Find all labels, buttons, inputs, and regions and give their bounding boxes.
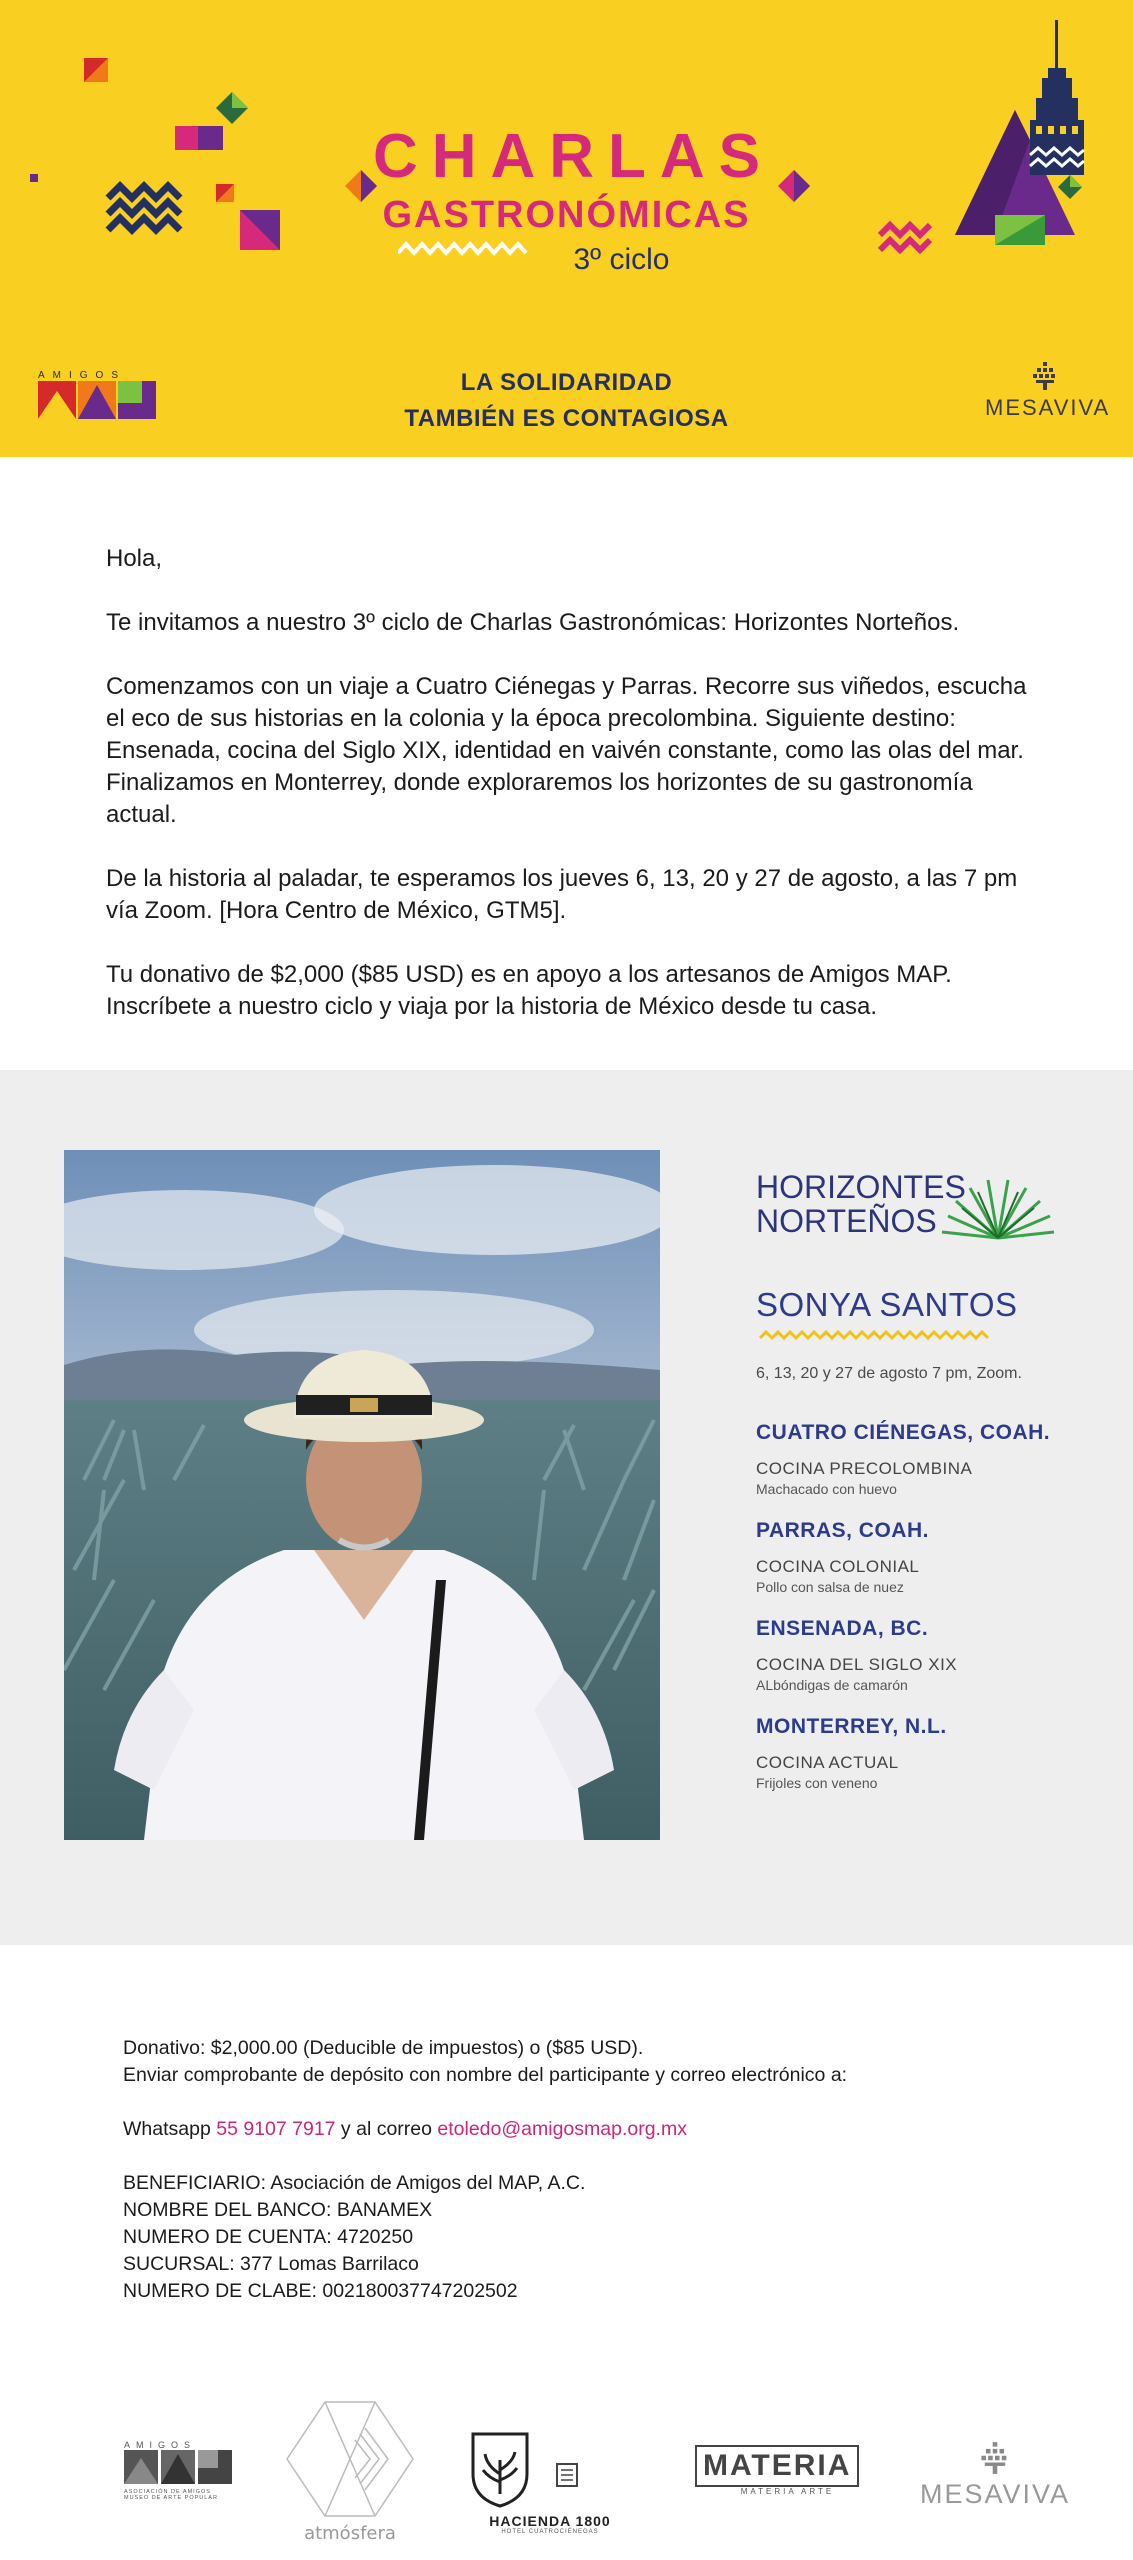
intro-paragraph-4: Tu donativo de $2,000 ($85 USD) es en apoyo a los artesanos de Amigos MAP. Inscríbete a nuestro ciclo y viaja por la historia de México desde tu casa. (106, 961, 952, 1020)
speaker-name: SONYA SANTOS (756, 1286, 1018, 1323)
tagline-line-1: LA SOLIDARIDAD (460, 369, 673, 396)
mesaviva-wordmark: MESAVIVA (985, 395, 1111, 420)
map-letters-grey-icon (124, 2450, 234, 2484)
sponsor-logos (0, 2390, 1133, 2544)
atmosfera-wordmark: atmósfera (304, 2523, 396, 2544)
email-label: y al correo (335, 2118, 438, 2140)
zigzag-divider (398, 238, 528, 258)
bank-clabe: NUMERO DE CLABE: 002180037747202502 (123, 2280, 518, 2302)
atmosfera-logo (285, 2400, 415, 2544)
title-charlas: CHARLAS (372, 122, 775, 191)
intro-paragraph-1: Te invitamos a nuestro 3º ciclo de Charlas Gastronómicas: Horizontes Norteños. (106, 609, 960, 636)
tagline-line-2: TAMBIÉN ES CONTAGIOSA (404, 405, 729, 432)
series-title-line-1: HORIZONTES (756, 1169, 966, 1205)
footer-map-sub-2: MUSEO DE ARTE POPULAR (124, 2495, 218, 2501)
destination-title: ENSENADA, BC. (756, 1617, 929, 1640)
dish-name: ALbóndigas de camarón (756, 1677, 908, 1693)
agave-icon (938, 1176, 1058, 1246)
mesaviva-emblem-icon (1030, 362, 1060, 390)
header-banner (0, 0, 1133, 457)
donation-amount: Donativo: $2,000.00 (Deducible de impuestos) o ($85 USD). (123, 2037, 644, 2059)
cuisine-type: COCINA PRECOLOMBINA (756, 1459, 973, 1478)
destination-title: MONTERREY, N.L. (756, 1715, 947, 1738)
cuisine-type: COCINA COLONIAL (756, 1557, 920, 1576)
materia-arte-logo (695, 2445, 880, 2496)
intro-letter (106, 543, 1046, 1055)
atmosfera-hexagon-icon (285, 2400, 415, 2518)
list-item (756, 1715, 1076, 1791)
speaker-section (0, 1070, 1133, 1945)
hacienda-1800-logo (465, 2430, 635, 2535)
mesaviva-logo (985, 362, 1111, 421)
materia-wordmark: MATERIA (695, 2445, 859, 2487)
contact-line (123, 2116, 1023, 2143)
event-info (756, 1170, 1076, 1813)
hacienda-wordmark: HACIENDA 1800 (489, 2513, 611, 2529)
destinations-list (756, 1421, 1076, 1791)
dish-name: Pollo con salsa de nuez (756, 1579, 904, 1595)
monument-decoration-right (870, 20, 1120, 270)
amigos-map-footer-logo (124, 2440, 236, 2501)
title-gastronomicas: GASTRONÓMICAS (382, 194, 751, 236)
donation-info (123, 2035, 1023, 2305)
cuisine-type: COCINA ACTUAL (756, 1753, 899, 1772)
bank-branch: SUCURSAL: 377 Lomas Barrilaco (123, 2253, 419, 2275)
list-item (756, 1519, 1076, 1595)
intro-paragraph-3: De la historia al paladar, te esperamos los jueves 6, 13, 20 y 27 de agosto, a las 7 pm vía Zoom. [Hora Centro de México, GTM5]. (106, 865, 1018, 924)
intro-paragraph-2: Comenzamos con un viaje a Cuatro Ciénegas y Parras. Recorre sus viñedos, escucha el eco de sus historias en la colonia y la época precolombina. Siguiente destino: Ensenada, cocina del Siglo XIX, identidad en vaivén constante, como las olas del mar. Finalizamos en Monterrey, donde exploraremos los horizontes de su gastronomía actual. (106, 673, 1027, 828)
series-title-line-2: NORTEÑOS (756, 1203, 937, 1239)
whatsapp-link[interactable]: 55 9107 7917 (216, 2118, 336, 2140)
tagline (0, 365, 1133, 437)
speaker-photo (64, 1150, 660, 1840)
amigos-map-logo-top: AMIGOS (38, 370, 127, 381)
bank-beneficiary: BENEFICIARIO: Asociación de Amigos del MAP, A.C. (123, 2172, 586, 2194)
hacienda-subtitle: HOTEL CUATROCIÉNEGAS (501, 2529, 599, 2535)
destination-title: CUATRO CIÉNEGAS, COAH. (756, 1421, 1051, 1444)
dish-name: Machacado con huevo (756, 1481, 897, 1497)
mesaviva-footer-emblem-icon (978, 2442, 1012, 2474)
footer-map-top: AMIGOS (124, 2440, 197, 2450)
hacienda-crest-icon (465, 2430, 635, 2508)
donation-instructions: Enviar comprobante de depósito con nombre del participante y correo electrónico a: (123, 2064, 848, 2086)
list-item (756, 1617, 1076, 1693)
mesaviva-footer-wordmark: MESAVIVA (920, 2479, 1071, 2509)
greeting: Hola, (106, 545, 163, 572)
destination-title: PARRAS, COAH. (756, 1519, 929, 1542)
bank-name: NOMBRE DEL BANCO: BANAMEX (123, 2199, 433, 2221)
bank-account: NUMERO DE CUENTA: 4720250 (123, 2226, 414, 2248)
title-ciclo: 3º ciclo (573, 243, 670, 276)
dish-name: Frijoles con veneno (756, 1775, 878, 1791)
email-link[interactable]: etoledo@amigosmap.org.mx (437, 2118, 687, 2140)
list-item (756, 1421, 1076, 1497)
mesaviva-footer-logo (920, 2442, 1070, 2510)
cuisine-type: COCINA DEL SIGLO XIX (756, 1655, 958, 1674)
zigzag-underline (756, 1328, 996, 1342)
materia-subtitle: MATERIA ARTE (740, 2487, 835, 2496)
session-dates: 6, 13, 20 y 27 de agosto 7 pm, Zoom. (756, 1365, 1022, 1382)
whatsapp-label: Whatsapp (123, 2118, 217, 2140)
footer-map-sub-1: ASOCIACIÓN DE AMIGOS (124, 2489, 211, 2495)
